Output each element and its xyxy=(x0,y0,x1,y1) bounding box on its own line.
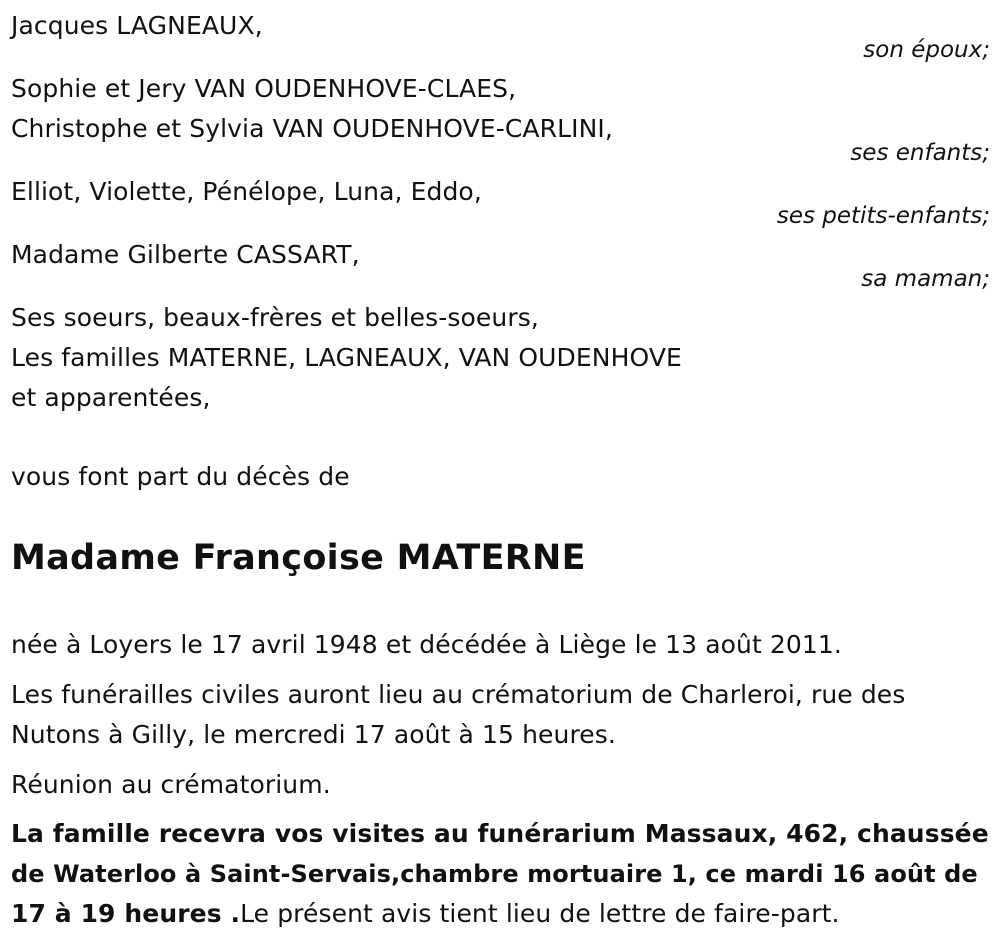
relatives-line-2: Les familles MATERNE, LAGNEAUX, VAN OUDENHOVE xyxy=(11,343,682,372)
relatives-line-3: et apparentées, xyxy=(11,383,211,412)
birth-death-text: née à Loyers le 17 avril 1948 et décédée à Liège le 13 août 2011. xyxy=(11,630,842,659)
announcement-text: vous font part du décès de xyxy=(11,462,350,491)
mother-name: Madame Gilberte CASSART, xyxy=(11,240,360,269)
visits-final-line xyxy=(11,899,840,929)
spouse-role: son époux; xyxy=(863,37,990,63)
funeral-line-2: Nutons à Gilly, le mercredi 17 août à 15 heures. xyxy=(11,720,616,749)
mother-role: sa maman; xyxy=(861,266,990,292)
closing-text: Le présent avis tient lieu de lettre de faire-part. xyxy=(240,899,840,928)
grandchildren-role: ses petits-enfants; xyxy=(776,203,990,229)
deceased-name: Madame Françoise MATERNE xyxy=(11,538,586,578)
spouse-name: Jacques LAGNEAUX, xyxy=(11,11,263,40)
visits-line-2: de Waterloo à Saint-Servais,chambre mortuaire 1, ce mardi 16 août de xyxy=(11,860,978,888)
children-line-1: Sophie et Jery VAN OUDENHOVE-CLAES, xyxy=(11,74,517,103)
relatives-line-1: Ses soeurs, beaux-frères et belles-soeurs, xyxy=(11,303,539,332)
funeral-line-1: Les funérailles civiles auront lieu au crématorium de Charleroi, rue des xyxy=(11,680,906,709)
reunion-text: Réunion au crématorium. xyxy=(11,770,331,799)
grandchildren-names: Elliot, Violette, Pénélope, Luna, Eddo, xyxy=(11,177,482,206)
children-role: ses enfants; xyxy=(850,140,990,166)
visits-line-3: 17 à 19 heures . xyxy=(11,899,241,928)
visits-line-1: La famille recevra vos visites au funérarium Massaux, 462, chaussée xyxy=(11,819,989,848)
children-line-2: Christophe et Sylvia VAN OUDENHOVE-CARLINI, xyxy=(11,114,613,143)
